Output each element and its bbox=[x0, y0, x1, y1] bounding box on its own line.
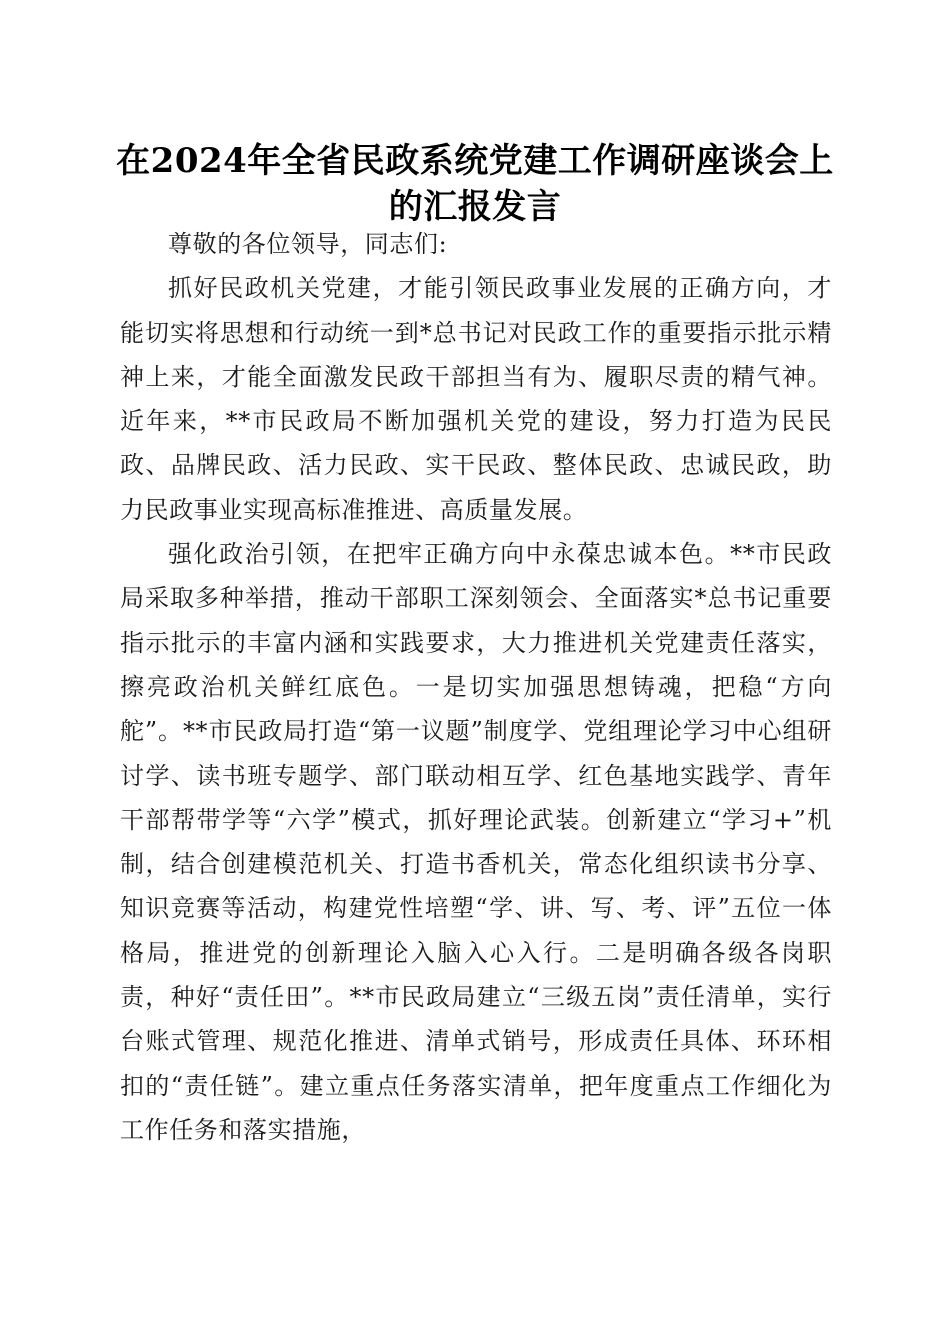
document-body bbox=[120, 222, 832, 1152]
body-paragraph: 抓好民政机关党建，才能引领民政事业发展的正确方向，才能切实将思想和行动统一到*总书记对民政工作的重要指示批示精神上来，才能全面激发民政干部担当有为、履职尽责的精气神。近年来，**市民政局不断加强机关党的建设，努力打造为民民政、品牌民政、活力民政、实干民政、整体民政、忠诚民政，助力民政事业实现高标准推进、高质量发展。 bbox=[120, 274, 832, 524]
document-title: 在2024年全省民政系统党建工作调研座谈会上的汇报发言 bbox=[116, 141, 834, 227]
body-paragraph: 强化政治引领，在把牢正确方向中永葆忠诚本色。**市民政局采取多种举措，推动干部职工深刻领会、全面落实*总书记重要指示批示的丰富内涵和实践要求，大力推进机关党建责任落实，擦亮政治机关鲜红底色。一是切实加强思想铸魂，把稳“方向舵”。**市民政局打造“第一议题”制度学、党组理论学习中心组研讨学、读书班专题学、部门联动相互学、红色基地实践学、青年干部帮带学等“六学”模式，抓好理论武装。创新建立“学习+”机制，结合创建模范机关、打造书香机关，常态化组织读书分享、知识竞赛等活动，构建党性培塑“学、讲、写、考、评”五位一体格局，推进党的创新理论入脑入心入行。二是明确各级各岗职责，种好“责任田”。**市民政局建立“三级五岗”责任清单，实行台账式管理、规范化推进、清单式销号，形成责任具体、环环相扣的“责任链”。建立重点任务落实清单，把年度重点工作细化为工作任务和落实措施， bbox=[120, 540, 832, 1144]
salutation: 尊敬的各位领导，同志们: bbox=[168, 230, 448, 258]
